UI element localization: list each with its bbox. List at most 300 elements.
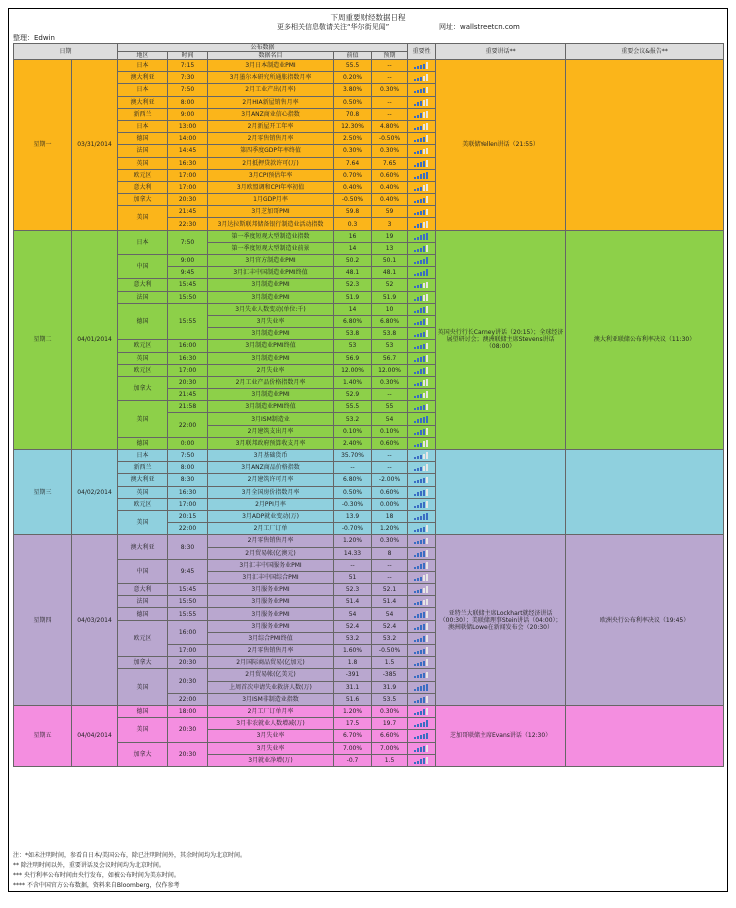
page-subtitle: 更多相关信息敬请关注“华尔街见闻” bbox=[277, 23, 390, 31]
importance-bar bbox=[420, 199, 422, 203]
col-prev: 前值 bbox=[334, 52, 372, 60]
importance-bar bbox=[414, 67, 416, 69]
importance-cell bbox=[408, 754, 436, 766]
importance-bar bbox=[414, 91, 416, 93]
importance-bar bbox=[426, 160, 428, 167]
forecast-value: 19.7 bbox=[372, 718, 408, 730]
region-cell: 美国 bbox=[118, 401, 168, 438]
time-cell: 15:55 bbox=[168, 608, 208, 620]
event-name: 3月ANZ商业信心指数 bbox=[208, 108, 334, 120]
event-row bbox=[14, 705, 724, 717]
calendar-body bbox=[14, 60, 724, 767]
importance-bar bbox=[414, 506, 416, 508]
prev-value: 55.5 bbox=[334, 60, 372, 72]
region-cell: 加拿大 bbox=[118, 742, 168, 766]
prev-value: 1.60% bbox=[334, 645, 372, 657]
event-name: 3月制造业PMI bbox=[208, 328, 334, 340]
importance-bar bbox=[417, 371, 419, 374]
time-cell: 21:45 bbox=[168, 206, 208, 218]
importance-bar bbox=[420, 650, 422, 654]
importance-bar bbox=[420, 369, 422, 373]
importance-bar bbox=[420, 686, 422, 690]
importance-bar bbox=[417, 102, 419, 105]
prev-value: 51.4 bbox=[334, 596, 372, 608]
forecast-value: 51.4 bbox=[372, 596, 408, 608]
importance-bar bbox=[423, 100, 425, 106]
prev-value: 6.80% bbox=[334, 315, 372, 327]
importance-bar bbox=[417, 627, 419, 630]
forecast-value: -- bbox=[372, 571, 408, 583]
importance-bar bbox=[417, 492, 419, 495]
importance-bar bbox=[417, 553, 419, 556]
importance-bar bbox=[417, 687, 419, 690]
forecast-value: 53 bbox=[372, 340, 408, 352]
region-cell: 澳大利亚 bbox=[118, 72, 168, 84]
event-name: 第一季度短观大型制造业指数 bbox=[208, 230, 334, 242]
prev-value: 13.9 bbox=[334, 510, 372, 522]
importance-bar bbox=[417, 407, 419, 410]
importance-bars-icon bbox=[414, 99, 429, 106]
forecast-value: 0.10% bbox=[372, 425, 408, 437]
event-name: 3月制造业PMI bbox=[208, 389, 334, 401]
time-cell: 17:00 bbox=[168, 498, 208, 510]
time-cell: 9:45 bbox=[168, 559, 208, 583]
forecast-value: 48.1 bbox=[372, 267, 408, 279]
time-cell: 20:30 bbox=[168, 657, 208, 669]
prev-value: 0.50% bbox=[334, 96, 372, 108]
importance-bar bbox=[423, 502, 425, 508]
importance-bars-icon bbox=[414, 318, 429, 325]
importance-bar bbox=[426, 196, 428, 203]
importance-bar bbox=[423, 454, 425, 460]
region-cell: 英国 bbox=[118, 352, 168, 364]
importance-bar bbox=[420, 503, 422, 507]
importance-bar bbox=[417, 346, 419, 349]
prev-value: 14 bbox=[334, 242, 372, 254]
importance-bar bbox=[414, 250, 416, 252]
region-cell: 英国 bbox=[118, 486, 168, 498]
importance-bars-icon bbox=[414, 550, 429, 557]
importance-bar bbox=[423, 88, 425, 94]
forecast-value: 51.9 bbox=[372, 291, 408, 303]
speech-cell: 芝加哥联储主席Evans讲话（12:30） bbox=[436, 705, 566, 766]
prev-value: 0.40% bbox=[334, 181, 372, 193]
prev-value: 52.9 bbox=[334, 389, 372, 401]
weekday-label: 星期二 bbox=[14, 230, 72, 449]
prev-value: 55.5 bbox=[334, 401, 372, 413]
prev-value: 50.2 bbox=[334, 255, 372, 267]
importance-bar bbox=[426, 209, 428, 216]
importance-bar bbox=[414, 518, 416, 520]
importance-bar bbox=[417, 566, 419, 569]
importance-cell bbox=[408, 60, 436, 72]
time-cell: 8:00 bbox=[168, 462, 208, 474]
col-name: 数据名目 bbox=[208, 52, 334, 60]
importance-bar bbox=[414, 640, 416, 642]
time-cell: 15:50 bbox=[168, 291, 208, 303]
event-name: 3月制造业PMI bbox=[208, 352, 334, 364]
time-cell: 20:30 bbox=[168, 718, 208, 742]
forecast-value: 0.30% bbox=[372, 376, 408, 388]
importance-bar bbox=[414, 762, 416, 764]
event-name: 3月制造业PMI bbox=[208, 279, 334, 291]
time-cell: 16:00 bbox=[168, 340, 208, 352]
prev-value: 53 bbox=[334, 340, 372, 352]
forecast-value: -- bbox=[372, 72, 408, 84]
col-forecast: 预期 bbox=[372, 52, 408, 60]
importance-bar bbox=[414, 384, 416, 386]
footnote: *** 央行利率公布时间由央行发布，如被公布时间为美东时间。 bbox=[13, 872, 180, 879]
importance-bar bbox=[426, 708, 428, 715]
meeting-cell bbox=[566, 60, 724, 231]
prev-value: 7.00% bbox=[334, 742, 372, 754]
importance-cell bbox=[408, 498, 436, 510]
importance-bar bbox=[426, 416, 428, 423]
importance-bar bbox=[420, 406, 422, 410]
importance-bars-icon bbox=[414, 196, 429, 203]
importance-bar bbox=[417, 468, 419, 471]
importance-bar bbox=[423, 429, 425, 435]
importance-bar bbox=[414, 360, 416, 362]
importance-cell bbox=[408, 742, 436, 754]
forecast-value: 4.80% bbox=[372, 120, 408, 132]
forecast-value: 0.30% bbox=[372, 705, 408, 717]
importance-bar bbox=[423, 490, 425, 496]
region-cell: 日本 bbox=[118, 450, 168, 462]
importance-bar bbox=[420, 223, 422, 227]
meeting-cell bbox=[566, 705, 724, 766]
importance-bar bbox=[417, 505, 419, 508]
importance-bar bbox=[414, 201, 416, 203]
importance-bar bbox=[417, 163, 419, 166]
importance-bar bbox=[420, 759, 422, 763]
weekday-label: 星期三 bbox=[14, 450, 72, 535]
forecast-value: 0.60% bbox=[372, 169, 408, 181]
importance-cell bbox=[408, 169, 436, 181]
speech-cell: 亚特兰大联储主席Lockhart就经济讲话（00:30）；美联储理事Stein讲话（04:00）；澳洲联储Lowe在新闻发布会（20:30） bbox=[436, 535, 566, 706]
importance-bars-icon bbox=[414, 342, 429, 349]
importance-bar bbox=[414, 238, 416, 240]
importance-bar bbox=[423, 685, 425, 691]
site-link[interactable]: wallstreetcn.com bbox=[460, 23, 520, 31]
importance-bar bbox=[420, 162, 422, 166]
event-name: 3月官方制造业PMI bbox=[208, 255, 334, 267]
importance-bar bbox=[426, 404, 428, 411]
importance-bar bbox=[426, 574, 428, 581]
region-cell: 德国 bbox=[118, 133, 168, 145]
importance-bar bbox=[426, 391, 428, 398]
time-cell: 17:00 bbox=[168, 645, 208, 657]
importance-bar bbox=[423, 246, 425, 252]
region-cell: 加拿大 bbox=[118, 657, 168, 669]
importance-bar bbox=[417, 444, 419, 447]
prev-value: 3.80% bbox=[334, 84, 372, 96]
importance-cell bbox=[408, 620, 436, 632]
importance-bar bbox=[420, 479, 422, 483]
importance-bar bbox=[414, 530, 416, 532]
forecast-value: 0.00% bbox=[372, 498, 408, 510]
importance-bar bbox=[417, 602, 419, 605]
header-row-1 bbox=[14, 44, 724, 52]
importance-bars-icon bbox=[414, 111, 429, 118]
importance-bar bbox=[426, 611, 428, 618]
time-cell: 17:00 bbox=[168, 364, 208, 376]
importance-bar bbox=[414, 737, 416, 739]
forecast-value: 0.30% bbox=[372, 145, 408, 157]
prev-value: 53.2 bbox=[334, 632, 372, 644]
importance-bars-icon bbox=[414, 208, 429, 215]
importance-bars-icon bbox=[414, 611, 429, 618]
prev-value: 51 bbox=[334, 571, 372, 583]
importance-bar bbox=[426, 550, 428, 557]
region-cell: 英国 bbox=[118, 157, 168, 169]
event-name: 3月汇丰中国综合PMI bbox=[208, 571, 334, 583]
importance-bar bbox=[426, 233, 428, 240]
prev-value: 12.00% bbox=[334, 364, 372, 376]
importance-bar bbox=[420, 443, 422, 447]
event-name: 3月日本制造业PMI bbox=[208, 60, 334, 72]
prev-value: 6.70% bbox=[334, 730, 372, 742]
importance-bars-icon bbox=[414, 659, 429, 666]
importance-bar bbox=[423, 161, 425, 167]
importance-bar bbox=[423, 441, 425, 447]
importance-bar bbox=[426, 245, 428, 252]
importance-bar bbox=[420, 382, 422, 386]
importance-bar bbox=[417, 700, 419, 703]
importance-bar bbox=[414, 213, 416, 215]
importance-cell bbox=[408, 352, 436, 364]
importance-bar bbox=[414, 189, 416, 191]
importance-cell bbox=[408, 474, 436, 486]
forecast-value: 53.5 bbox=[372, 693, 408, 705]
event-name: 3月制造业PMI bbox=[208, 291, 334, 303]
weekday-label: 星期四 bbox=[14, 535, 72, 706]
region-cell: 欧元区 bbox=[118, 364, 168, 376]
importance-cell bbox=[408, 303, 436, 315]
importance-bar bbox=[417, 517, 419, 520]
forecast-value: -385 bbox=[372, 669, 408, 681]
importance-cell bbox=[408, 389, 436, 401]
importance-bar bbox=[426, 489, 428, 496]
importance-bars-icon bbox=[414, 525, 429, 532]
importance-bar bbox=[417, 261, 419, 264]
event-row bbox=[14, 535, 724, 547]
importance-bar bbox=[414, 713, 416, 715]
importance-bars-icon bbox=[414, 452, 429, 459]
importance-bar bbox=[426, 672, 428, 679]
importance-bar bbox=[414, 311, 416, 313]
time-cell: 20:15 bbox=[168, 510, 208, 522]
importance-bar bbox=[420, 187, 422, 191]
prev-value: 1.8 bbox=[334, 657, 372, 669]
importance-bar bbox=[417, 480, 419, 483]
importance-cell bbox=[408, 72, 436, 84]
prev-value: 17.5 bbox=[334, 718, 372, 730]
importance-bars-icon bbox=[414, 562, 429, 569]
event-name: 3月ANZ商品价格指数 bbox=[208, 462, 334, 474]
forecast-value: 0.30% bbox=[372, 535, 408, 547]
date-label: 04/03/2014 bbox=[72, 535, 118, 706]
event-row bbox=[14, 450, 724, 462]
importance-bar bbox=[420, 601, 422, 605]
event-name: 2月工业产品价格指数月率 bbox=[208, 376, 334, 388]
importance-cell bbox=[408, 145, 436, 157]
importance-bar bbox=[423, 380, 425, 386]
forecast-value: 54 bbox=[372, 413, 408, 425]
importance-bar bbox=[420, 516, 422, 520]
time-cell: 8:30 bbox=[168, 535, 208, 559]
importance-cell bbox=[408, 559, 436, 571]
forecast-value: 52 bbox=[372, 279, 408, 291]
event-name: 3月芝加哥PMI bbox=[208, 206, 334, 218]
region-cell: 日本 bbox=[118, 120, 168, 132]
importance-bar bbox=[423, 173, 425, 179]
importance-bar bbox=[417, 273, 419, 276]
importance-bar bbox=[426, 599, 428, 606]
time-cell: 17:00 bbox=[168, 169, 208, 181]
importance-bars-icon bbox=[414, 330, 429, 337]
importance-bar bbox=[420, 747, 422, 751]
forecast-value: 53.2 bbox=[372, 632, 408, 644]
region-cell: 新西兰 bbox=[118, 108, 168, 120]
time-cell: 8:00 bbox=[168, 96, 208, 108]
importance-bar bbox=[417, 651, 419, 654]
importance-bar bbox=[423, 514, 425, 520]
time-cell: 14:00 bbox=[168, 133, 208, 145]
forecast-value: -- bbox=[372, 389, 408, 401]
importance-bar bbox=[414, 616, 416, 618]
importance-cell bbox=[408, 242, 436, 254]
importance-bars-icon bbox=[414, 306, 429, 313]
importance-bar bbox=[420, 540, 422, 544]
weekday-label: 星期一 bbox=[14, 60, 72, 231]
importance-bar bbox=[426, 733, 428, 740]
importance-bar bbox=[423, 405, 425, 411]
time-cell: 20:30 bbox=[168, 376, 208, 388]
forecast-value: 53.8 bbox=[372, 328, 408, 340]
importance-cell bbox=[408, 584, 436, 596]
forecast-value: 6.80% bbox=[372, 315, 408, 327]
region-cell: 加拿大 bbox=[118, 376, 168, 400]
importance-bar bbox=[417, 578, 419, 581]
importance-cell bbox=[408, 133, 436, 145]
calendar-table bbox=[13, 43, 724, 767]
importance-bar bbox=[420, 248, 422, 252]
time-cell: 22:00 bbox=[168, 413, 208, 437]
forecast-value: 7.00% bbox=[372, 742, 408, 754]
importance-cell bbox=[408, 608, 436, 620]
time-cell: 7:50 bbox=[168, 84, 208, 96]
forecast-value: -- bbox=[372, 108, 408, 120]
importance-bar bbox=[426, 745, 428, 752]
event-name: 3月汇丰中国制造业PMI终值 bbox=[208, 267, 334, 279]
prev-value: 0.3 bbox=[334, 218, 372, 230]
importance-bar bbox=[417, 139, 419, 142]
importance-bars-icon bbox=[414, 403, 429, 410]
importance-cell bbox=[408, 96, 436, 108]
importance-bar bbox=[426, 684, 428, 691]
importance-bar bbox=[414, 396, 416, 398]
importance-bar bbox=[423, 185, 425, 191]
prev-value: 52.4 bbox=[334, 620, 372, 632]
importance-bars-icon bbox=[414, 379, 429, 386]
time-cell: 20:30 bbox=[168, 669, 208, 693]
forecast-value: 8 bbox=[372, 547, 408, 559]
time-cell: 13:00 bbox=[168, 120, 208, 132]
importance-bar bbox=[420, 528, 422, 532]
importance-bar bbox=[423, 746, 425, 752]
event-name: 2月工业产出(月率) bbox=[208, 84, 334, 96]
importance-bar bbox=[417, 529, 419, 532]
importance-bar bbox=[426, 282, 428, 289]
importance-bar bbox=[417, 176, 419, 179]
event-name: 3月CPI预估年率 bbox=[208, 169, 334, 181]
importance-bar bbox=[414, 481, 416, 483]
region-cell: 意大利 bbox=[118, 279, 168, 291]
prev-value: 14.33 bbox=[334, 547, 372, 559]
event-name: 3月墨尔本研究所通胀指数月率 bbox=[208, 72, 334, 84]
importance-bar bbox=[414, 445, 416, 447]
importance-bar bbox=[423, 575, 425, 581]
importance-bar bbox=[420, 698, 422, 702]
importance-bar bbox=[414, 652, 416, 654]
event-name: 2月新屋开工年率 bbox=[208, 120, 334, 132]
forecast-value: 19 bbox=[372, 230, 408, 242]
importance-bar bbox=[420, 260, 422, 264]
importance-bar bbox=[420, 711, 422, 715]
importance-bar bbox=[417, 761, 419, 764]
importance-bars-icon bbox=[414, 269, 429, 276]
importance-bar bbox=[417, 78, 419, 81]
importance-bar bbox=[414, 226, 416, 228]
importance-bars-icon bbox=[414, 598, 429, 605]
importance-bar bbox=[420, 430, 422, 434]
prev-value: -0.30% bbox=[334, 498, 372, 510]
importance-cell bbox=[408, 425, 436, 437]
forecast-value: -2.00% bbox=[372, 474, 408, 486]
forecast-value: 6.60% bbox=[372, 730, 408, 742]
forecast-value: -0.50% bbox=[372, 133, 408, 145]
importance-cell bbox=[408, 376, 436, 388]
importance-bar bbox=[420, 418, 422, 422]
importance-bar bbox=[420, 272, 422, 276]
importance-bar bbox=[423, 697, 425, 703]
event-name: 2月工厂订单月率 bbox=[208, 705, 334, 717]
importance-bar bbox=[423, 709, 425, 715]
importance-bar bbox=[414, 689, 416, 691]
event-name: 2月建筑支出月率 bbox=[208, 425, 334, 437]
importance-bar bbox=[420, 467, 422, 471]
time-cell: 20:30 bbox=[168, 742, 208, 766]
importance-bars-icon bbox=[414, 489, 429, 496]
col-importance: 重要性 bbox=[408, 44, 436, 60]
importance-bars-icon bbox=[414, 257, 429, 264]
importance-bar bbox=[414, 165, 416, 167]
importance-cell bbox=[408, 645, 436, 657]
importance-bar bbox=[423, 673, 425, 679]
forecast-value: 1.20% bbox=[372, 523, 408, 535]
event-name: 3月非农就业人数增减(万) bbox=[208, 718, 334, 730]
prev-value: 0.50% bbox=[334, 486, 372, 498]
importance-bar bbox=[423, 758, 425, 764]
forecast-value: 52.1 bbox=[372, 584, 408, 596]
footnote: **** 不含中国官方公布数据，资料来自Bloomberg，仅作参考 bbox=[13, 882, 180, 889]
forecast-value: -- bbox=[372, 462, 408, 474]
importance-bar bbox=[420, 455, 422, 459]
prev-value: -- bbox=[334, 559, 372, 571]
region-cell: 加拿大 bbox=[118, 194, 168, 206]
importance-bars-icon bbox=[414, 671, 429, 678]
